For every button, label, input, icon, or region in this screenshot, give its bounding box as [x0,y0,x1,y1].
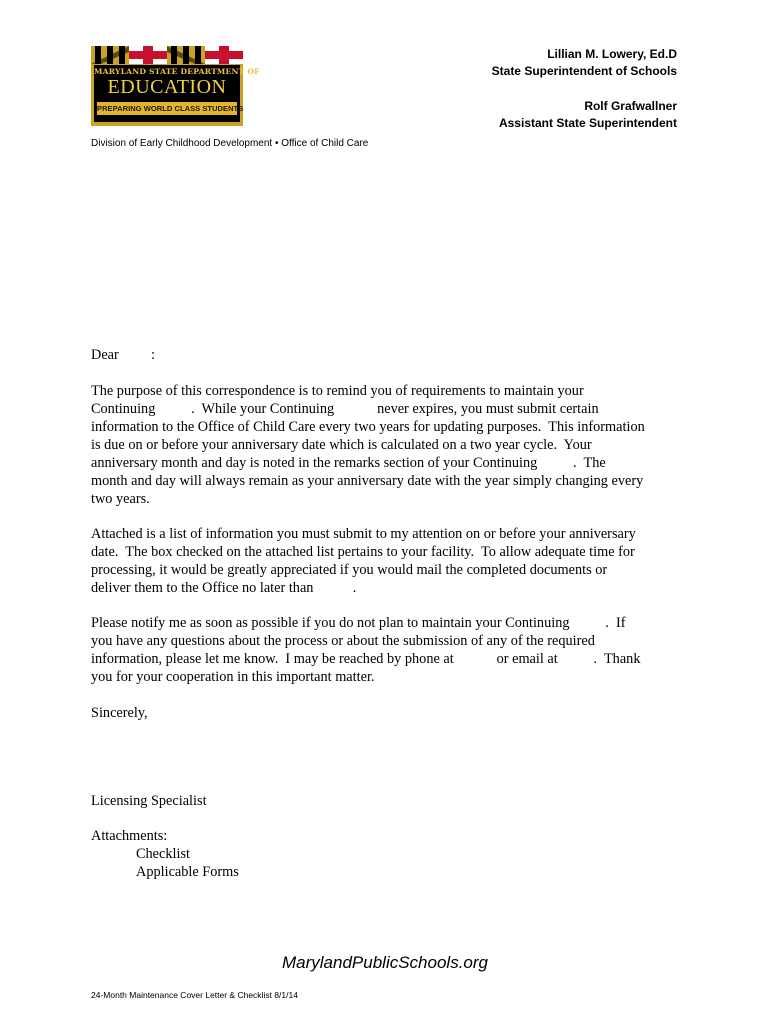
logo-band [94,65,260,122]
paragraph-line: two years. [91,491,150,507]
attachment-item: Checklist [136,846,191,862]
signature-title: Licensing Specialist [91,793,207,809]
paragraph-line: information to the Office of Child Care every two years for updating purposes. This information [91,419,645,435]
superintendent-title: State Superintendent of Schools [491,64,677,78]
paragraph-line: you for your cooperation in this important matter. [91,669,375,685]
attachments-label: Attachments: [91,828,168,844]
paragraph-line: deliver them to the Office no later than . [91,580,357,596]
maryland-flag-icon [91,46,243,64]
paragraph-line: date. The box checked on the attached list pertains to your facility. To allow adequate time for [91,544,635,560]
paragraph-line: Please notify me as soon as possible if you do not plan to maintain your Continuing . If [91,615,626,631]
paragraph-3 [91,614,691,686]
paragraph-line: anniversary month and day is noted in the remarks section of your Continuing . The [91,455,606,471]
website-url: MarylandPublicSchools.org [282,953,488,972]
closing-text: Sincerely, [91,705,148,721]
assistant-title: Assistant State Superintendent [498,116,677,130]
closing [91,704,691,722]
superintendent-name: Lillian M. Lowery, Ed.D [547,47,677,61]
paragraph-line: The purpose of this correspondence is to remind you of requirements to maintain your [91,383,584,399]
signature [91,792,691,810]
logo-tagline-text: PREPARING WORLD CLASS STUDENTS [97,104,244,113]
division-line: Division of Early Childhood Development • Office of Child Care [91,138,369,149]
superintendent-block [492,46,677,80]
salutation-text: Dear : [91,347,155,363]
paragraph-line: processing, it would be greatly appreciated if you would mail the completed documents or [91,562,608,578]
salutation [91,346,691,364]
attachment-item: Applicable Forms [136,864,239,880]
paragraph-line: is due on or before your anniversary date which is calculated on a two year cycle. Your [91,437,592,453]
paragraph-1 [91,382,691,508]
msde-logo [91,46,260,126]
paragraph-line: you have any questions about the process or about the submission of any of the required [91,633,595,649]
logo-education-text: EDUCATION [107,76,227,98]
attachments [91,827,691,881]
assistant-block [499,98,677,132]
paragraph-line: information, please let me know. I may be reached by phone at or email at . Thank [91,651,641,667]
paragraph-line: Continuing . While your Continuing never expires, you must submit certain [91,401,599,417]
assistant-name: Rolf Grafwallner [584,99,677,113]
paragraph-line: Attached is a list of information you must submit to my attention on or before your anniversary [91,526,636,542]
paragraph-line: month and day will always remain as your anniversary date with the year simply changing every [91,473,644,489]
logo-department-text: MARYLAND STATE DEPARTMENT OF [94,67,260,76]
footer-doc-id: 24-Month Maintenance Cover Letter & Checklist 8/1/14 [91,990,298,1000]
paragraph-2 [91,525,691,597]
